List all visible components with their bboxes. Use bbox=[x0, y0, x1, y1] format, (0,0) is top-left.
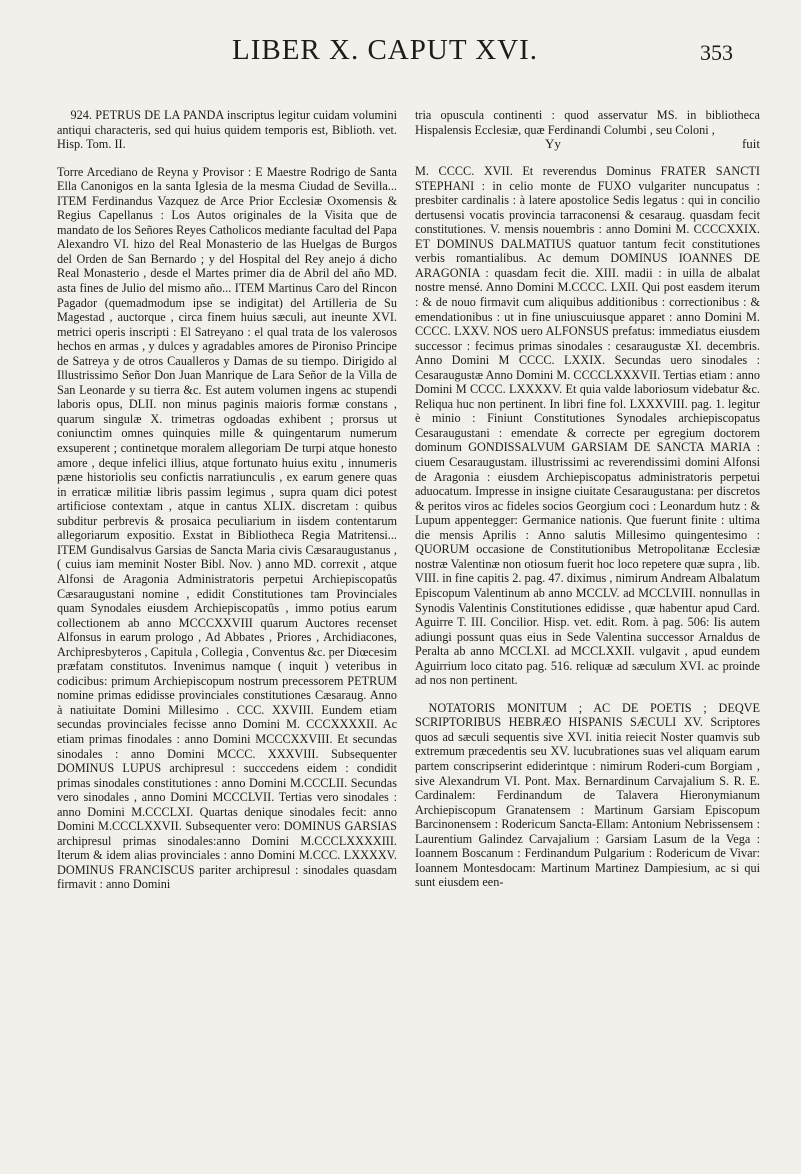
catchword: fuit bbox=[741, 136, 760, 152]
signature-line bbox=[415, 137, 760, 151]
right-column bbox=[415, 108, 760, 1158]
left-column bbox=[57, 108, 397, 1158]
paragraph-petrus-de-la-panda: 924. PETRUS DE LA PANDA inscriptus legitur cuidam volumini antiqui characteris, sed qui huius quidem temporis est, Biblioth. vet. Hisp. Tom. II. bbox=[57, 108, 397, 152]
running-title: LIBER X. CAPUT XVI. bbox=[232, 34, 539, 66]
page-number: 353 bbox=[700, 40, 733, 65]
paragraph-notatoris-monitum: NOTATORIS MONITUM ; AC DE POETIS ; DEQVE SCRIPTORIBUS HEBRÆO HISPANIS SÆCULI XV. Scriptores quos ad sæculi sequentis sive XVI. initia reiecit Noster quamvis sub extremum præcedentis seu XV. lucubrationes suas vel aliquam earum partem conscripserint ediderintque : nimirum Roderi-cum Borgiam , sive Alexandrum VI. Pont. Max. Bernardinum Carvajalium S. R. E. Cardinalem: Ferdinandum de Talavera Hieronymianum Archiepiscopum Granatensem : Martinum Garsiam Episcopum Barcinonensem : Rodericum Sancta-Ellam: Antonium Nebrissensem : Laurentium Galindez Carvajalium : Garsiam Lasum de la Vega : Ioannem Boscanum : Ferdinandum Pulgarium : Rodericum de Vivar: Ioannem Montesdocam: Martinum Martinez Dampiesium, ac si qui sunt eiusdem een- bbox=[415, 700, 760, 890]
signature-mark: Yy bbox=[545, 136, 561, 152]
paragraph-continuation: tria opuscula continenti : quod asservatur MS. in bibliotheca Hispalensis Ecclesiæ, quæ Ferdinandi Columbi , seu Coloni , bbox=[415, 108, 760, 137]
page-header bbox=[0, 28, 801, 68]
paragraph-constitutiones: M. CCCC. XVII. Et reverendus Dominus FRATER SANCTI STEPHANI : in celio monte de FUXO vulgariter nuncupatus : presbiter cardinalis : à latere apostolice Sedis legatus : qui in concilio dertusensi vocatis provincia tarraconensi & cesaraug. quasdam fecit constitutiones. V. mensis nouembris : anno Domini M. CCCCXXIX. ET DOMINUS DALMATIUS quatuor tantum fecit constitutiones verbis romantialibus. Ac demum DOMINUS IOANNES DE ARAGONIA : quasdam fecit die. XIII. madii : in uilla de albalat nostre mensé. Anno Domini M.CCCC. LXII. Qui post easdem iterum : & de nouo firmavit cum aliquibus additionibus : correctionibus : & emendationibus : ut in fine uniuscuiusque apparet : anno Domini M. CCCC. LXXV. NOS uero ALFONSUS prefatus: immediatus eiusdem successor : fecimus primas sinodales : cesaraugustæ XI. decembris. Anno Domini M CCCC. LXXIX. Secundas uero sinodales : Cesaraugustæ Anno Domini M. CCCCLXXXVII. Tertias etiam : anno Domini M CCCC. LXXXXV. Et quia valde laboriosum videbatur &c. Reliqua huc non pertinent. In libri fine fol. LXXXVIII. pag. 1. legitur è minio : Finiunt Constitutiones Synodales archiepiscopatus Cesaraugustani : emendate & correcte per egregium doctorem dominum GONDISSALVUM GARSIAM DE SANCTA MARIA : ciuem Cesaraugustam. illustrissimi ac reverendissimi domini Alfonsi de Aragonia : eiusdem Archiepiscopatus administratoris perpetui aduocatum. Impresse in insigne ciuitate Cesaraugustana: per discretos & peritos viros ac fideles socios Georgium coci : Leonardum hutz : & Lupum appentegger: Germanice nationis. Que fuerunt finite : ultima die mensis Aprilis : Anno salutis Millesimo quingentesimo : QUORUM occasione de Constitutionibus Metropolitanæ Ecclesiæ nostræ Valentinæ non otiosum fuerit hoc loco repetere quæ supra , lib. VIII. in fine capitis 2. pag. 47. diximus , nimirum Andream Albalatum Episcopum Valentinum ab anno MCCLV. ad MCCLVIII. nonnullas in Synodis Valentinis Constitutiones edidisse , quæ habentur apud Card. Aguirre T. III. Concilior. Hisp. vet. edit. Rom. à pag. 506: Iis autem adiungi possunt quas eius in Sede Valentina successor Arnaldus de Peralta ab anno MCCLXI. ad MCCLXXII. vulgavit , apud eundem Aguirrium loco citato pag. 516. reliquæ ad sæculum XVI. ac proinde ad nos non pertinent. bbox=[415, 164, 760, 688]
paragraph-items-list: Torre Arcediano de Reyna y Provisor : E Maestre Rodrigo de Santa Ella Canonigos en la santa Iglesia de la mesma Ciudad de Sevilla... ITEM Ferdinandus Vazquez de Arce Prior Ecclesiæ Oxomensis & Regius Capellanus : Los Autos originales de la Visita que de mandato de los Señores Reyes Catholicos mediante facultad del Papa Alexandro VI. hizo del Real Monasterio de las Huelgas de Burgos del Orden de San Bernardo ; y del Hospital del Rey anejo á dicho Real Monasterio , desde el Martes primer dia de Abril del año MD. asta fines de Julio del mismo año... ITEM Martinus Caro del Rincon Pagador (quemadmodum ipse se indigitat) del Artilleria de Su Magestad , auctorque , circa finem huius sæculi, aut ineunte XVI. metrici operis inscripti : El Satreyano : el qual trata de los valerosos hechos en armas , y dulces y agradables amores de Pironiso Principe de Satreya y de otros Caualleros y Damas de su tiempo. Dirigido al Illustrissimo Señor Don Juan Manrique de Lara Señor de la Villa de San Leonarde y su tierra &c. Est autem volumen ingens ac stupendi laboris opus, DLII. non minus paginis maioris formæ constans , quarum singulæ X. trimetras ogdoadas exhibent ; prorsus ut coniunctim omnes quinquies mille & quingentarum numerum exsuperent ; continetque moralem allegoriam De turpi atque honesto amore , deque infelici illius, atque fortunato huius exitu , innumeris pæne historiolis seu confictis narratiunculis , ex earum genere quas in erraticæ militiæ libris passim legimus , supra quam dici potest artificiose contextam , atque in cantus XLIX. discretam : quibus subditur perbrevis & prosaica peculiarium in iisdem contentarum allegoriarum expositio. Exstat in Bibliotheca Regia Matritensi... ITEM Gundisalvus Garsias de Sancta Maria civis Cæsaraugustanus , ( cuius iam meminit Noster Bibl. Nov. ) anno MD. correxit , atque Alfonsi de Aragonia Administratoris perpetui Archiepiscopatûs Cæsaraugustani nomine , edidit Constitutiones tam Provinciales quam Synodales eiusdem Archiepiscopatûs , immo potius earum collectionem ab anno MCCCXXVIII quarum Auctores recenset Alfonsus in earum prologo , Ad Abbates , Priores , Archidiacones, Archipresbyteros , Capitula , Collegia , Conventus &c. per Diœcesim præfatam constitutos. Invenimus namque ( inquit ) veteribus in codicibus: primum Archiepiscopum nostrum precessorem PETRUM nomine primas edidisse provinciales constitutiones Cæsaraug. Anno à natiuitate Domini Millesimo . CCC. XXVIII. Eundem etiam secundas provinciales fecisse anno Domini M. CCCXXXXII. Ac etiam primas finodales : anno Domini MCCCXXVIII. Et secundas sinodales : anno Domini MCCC. XXXVIII. Subsequenter DOMINUS LUPUS archipresul : succcedens eidem : condidit primas sinodales constitutiones : anno Domini M.CCCLII. Secundas vero sinodales , anno Domini MCCCLVII. Tertias vero sinodales : anno Domini M.CCCLXI. Quartas denique sinodales fecit: anno Domini M.CCCLXXVII. Subsequenter vero: DOMINUS GARSIAS archipresul primas sinodales:anno Domini M.CCCLXXXXIII. Iterum & idem alias provinciales : anno Domini M.CCC. LXXXXV. DOMINUS FRANCISCUS pariter archipresul : sinodales quasdam firmavit : anno Domini bbox=[57, 164, 397, 892]
